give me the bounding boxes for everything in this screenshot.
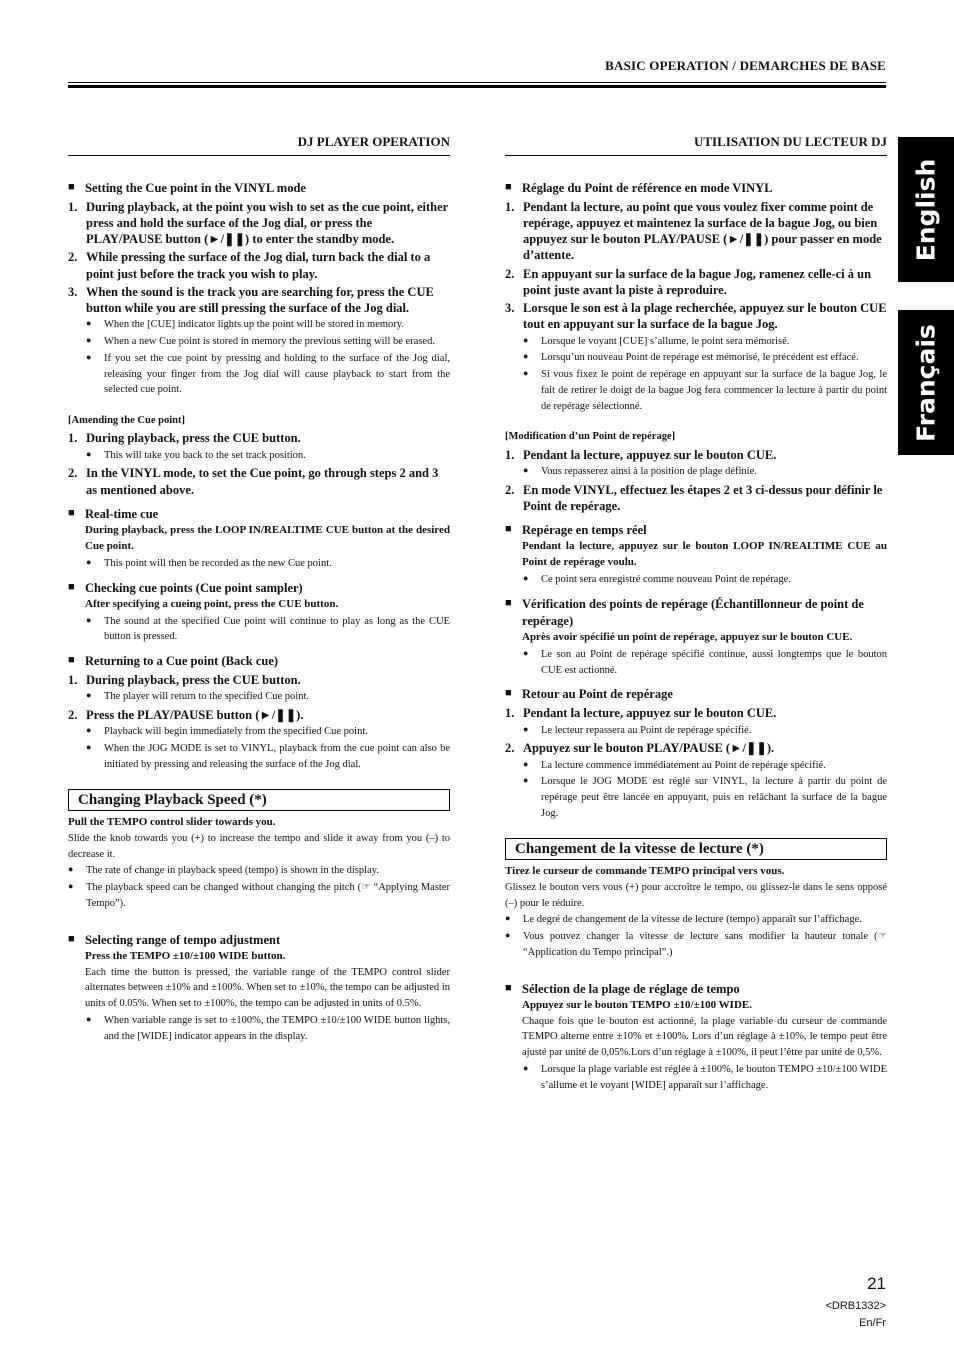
subsection-heading: [Amending the Cue point] — [68, 415, 185, 427]
model-code: <DRB1332> — [825, 1300, 886, 1312]
section-heading: ■ Repérage en temps réel — [505, 522, 887, 539]
section-heading: ■ Returning to a Cue point (Back cue) — [68, 653, 450, 670]
section-heading: ■ Real-time cue — [68, 506, 450, 523]
boxed-heading: Changing Playback Speed (*) — [68, 789, 450, 811]
english-column — [68, 133, 450, 1044]
bullet-note: ● Le lecteur repassera au Point de repérage spécifié. — [505, 723, 887, 739]
step: 1. During playback, at the point you wish to set as the cue point, either press and hold the surface of the Jog dial, or press the PLAY/PAUSE button (►/❚❚) to enter the standby mode. — [68, 199, 448, 247]
bullet-note: ● The playback speed can be changed without changing the pitch (☞ “Applying Master Tempo”). — [68, 880, 450, 912]
section-title: UTILISATION DU LECTEUR DJ — [505, 133, 887, 156]
step: 2. While pressing the surface of the Jog dial, turn back the dial to a point just before the track you wish to play. — [68, 250, 431, 281]
bullet-note: ● The player will return to the specified Cue point. — [68, 689, 450, 705]
bullet-note: ● The rate of change in playback speed (tempo) is shown in the display. — [68, 863, 450, 879]
bullet-note: ● When a new Cue point is stored in memory the previous setting will be erased. — [68, 334, 450, 350]
section-heading: ■ Réglage du Point de référence en mode VINYL — [505, 180, 887, 197]
boxed-heading: Changement de la vitesse de lecture (*) — [505, 838, 887, 860]
document-code — [825, 1298, 886, 1332]
bullet-note: ● Le son au Point de repérage spécifié continue, aussi longtemps que le bouton CUE est actionné. — [505, 647, 887, 679]
instruction: Tirez le curseur de commande TEMPO principal vers vous. — [505, 864, 785, 877]
page-number: 21 — [867, 1274, 886, 1293]
step: 2. In the VINYL mode, to set the Cue point, go through steps 2 and 3 as mentioned above. — [68, 466, 439, 497]
instruction: Après avoir spécifié un point de repérage, appuyez sur le bouton CUE. — [522, 630, 853, 643]
bullet-note: ● If you set the cue point by pressing and holding to the surface of the Jog dial, releasing your finger from the Jog dial will cause playback to start from the selected cue point. — [68, 351, 450, 398]
step: 2. En mode VINYL, effectuez les étapes 2 et 3 ci-dessus pour définir le Point de repérage. — [505, 482, 883, 513]
section-heading: ■ Checking cue points (Cue point sampler) — [68, 580, 450, 597]
instruction: After specifying a cueing point, press the CUE button. — [85, 597, 339, 610]
paragraph: Slide the knob towards you (+) to increase the tempo and slide it away from you (–) to decrease it. — [68, 832, 450, 860]
tab-english-label: English — [911, 158, 941, 261]
instruction: Press the TEMPO ±10/±100 WIDE button. — [85, 949, 286, 962]
step: 1. Pendant la lecture, appuyez sur le bouton CUE. — [505, 706, 777, 721]
step: 2. Press the PLAY/PAUSE button (►/❚❚). — [68, 708, 304, 722]
section-heading: ■ Retour au Point de repérage — [505, 686, 887, 703]
bullet-note: ● Lorsque le voyant [CUE] s’allume, le point sera mémorisé. — [505, 334, 887, 350]
bullet-note: ● Ce point sera enregistré comme nouveau Point de repérage. — [505, 572, 887, 588]
bullet-note: ● This will take you back to the set track position. — [68, 448, 450, 464]
bullet-note: ● When the [CUE] indicator lights up the point will be stored in memory. — [68, 317, 450, 333]
bullet-note: ● The sound at the specified Cue point will continue to play as long as the CUE button is pressed. — [68, 614, 450, 646]
section-heading: ■ Setting the Cue point in the VINYL mode — [68, 180, 450, 197]
section-heading: ■ Selecting range of tempo adjustment — [68, 932, 450, 949]
bullet-note: ● Lorsqu’un nouveau Point de repérage est mémorisé, le précédent est effacé. — [505, 350, 887, 366]
bullet-note: ● When variable range is set to ±100%, the TEMPO ±10/±100 WIDE button lights, and the [WIDE] indicator appears in the display. — [68, 1013, 450, 1045]
bullet-note: ● Vous repasserez ainsi à la position de plage définie. — [505, 464, 887, 480]
instruction: Pendant la lecture, appuyez sur le bouton LOOP IN/REALTIME CUE au Point de repérage voulu. — [522, 540, 887, 569]
bullet-note: ● Lorsque la plage variable est réglée à ±100%, le bouton TEMPO ±10/±100 WIDE s’allume et le voyant [WIDE] apparaît sur l’affichage. — [505, 1062, 887, 1094]
header-rule-thin — [68, 82, 886, 83]
tab-francais-label: Français — [911, 323, 941, 442]
instruction: During playback, press the LOOP IN/REALTIME CUE button at the desired Cue point. — [85, 523, 450, 552]
subsection-heading: [Modification d’un Point de repérage] — [505, 431, 676, 443]
bullet-note: ● Si vous fixez le point de repérage en appuyant sur la surface de la bague Jog, le fait de retirer le doigt de la bague Jog fera commencer la lecture à partir du point de repérage sélectionné. — [505, 367, 887, 414]
step: 2. En appuyant sur la surface de la bague Jog, ramenez celle-ci à un point juste avant la piste à reproduire. — [505, 266, 872, 297]
paragraph: Glissez le bouton vers vous (+) pour accroître le tempo, ou glissez-le dans le sens opposé (–) pour le réduire. — [505, 881, 887, 909]
step: 1. During playback, press the CUE button. — [68, 431, 301, 446]
section-heading: ■ Sélection de la plage de réglage de tempo — [505, 981, 887, 998]
bullet-note: ● Lorsque le JOG MODE est réglé sur VINYL, la lecture à partir du point de repérage peut être lancée en appuyant, puis en relâchant la surface de la bague Jog. — [505, 774, 887, 821]
header-rule-thick — [68, 85, 886, 88]
bullet-note: ● La lecture commence immédiatement au Point de repérage spécifié. — [505, 758, 887, 774]
section-title: DJ PLAYER OPERATION — [68, 133, 450, 156]
step: 3. When the sound is the track you are searching for, press the CUE button while you are still pressing the surface of the Jog dial. — [68, 284, 434, 316]
language-code: En/Fr — [859, 1317, 886, 1330]
section-heading: ■ Vérification des points de repérage (Échantillonneur de point de repérage) — [505, 596, 887, 630]
bullet-note: ● Le degré de changement de la vitesse de lecture (tempo) apparaît sur l’affichage. — [505, 912, 887, 928]
paragraph: Chaque fois que le bouton est actionné, la plage variable du curseur de commande TEMPO alterne entre ±10% et ±100%. Lors d’un réglage à ±10%, le tempo peut être ajusté par unité de 0,05%.Lors d’un réglage à ±100%, il peut l’être par unité de 0,5%. — [522, 1015, 887, 1059]
step: 3. Lorsque le son est à la plage recherchée, appuyez sur le bouton CUE tout en appuyant sur la surface de la bague Jog. — [505, 301, 887, 332]
instruction: Appuyez sur le bouton TEMPO ±10/±100 WIDE. — [522, 998, 752, 1011]
page-header: BASIC OPERATION / DEMARCHES DE BASE — [605, 58, 886, 73]
french-column — [505, 133, 887, 1093]
step: 1. Pendant la lecture, au point que vous voulez fixer comme point de repérage, appuyez et maintenez la surface de la bague Jog, ou bien appuyez sur le bouton PLAY/PAUSE (►/❚❚) pour passer en mode d’attente. — [505, 199, 882, 263]
paragraph: Each time the button is pressed, the variable range of the TEMPO control slider alternates between ±10% and ±100%. When set to ±10%, the tempo can be adjusted in units of 0.05%. When set to ±100%, the tempo can be adjusted in units of 0.5%. — [85, 966, 450, 1010]
step: 2. Appuyez sur le bouton PLAY/PAUSE (►/❚❚). — [505, 741, 775, 756]
step: 1. During playback, press the CUE button. — [68, 673, 301, 687]
tab-english[interactable] — [898, 137, 954, 282]
step: 1. Pendant la lecture, appuyez sur le bouton CUE. — [505, 447, 777, 462]
bullet-note: ● Playback will begin immediately from the specified Cue point. — [68, 724, 450, 740]
bullet-note: ● When the JOG MODE is set to VINYL, playback from the cue point can also be initiated by pressing and releasing the surface of the Jog dial. — [68, 741, 450, 773]
instruction: Pull the TEMPO control slider towards you. — [68, 815, 276, 828]
tab-francais[interactable] — [898, 310, 954, 455]
bullet-note: ● This point will then be recorded as the new Cue point. — [68, 556, 450, 572]
bullet-note: ● Vous pouvez changer la vitesse de lecture sans modifier la hauteur tonale (☞ “Application du Tempo principal”.) — [505, 929, 887, 961]
